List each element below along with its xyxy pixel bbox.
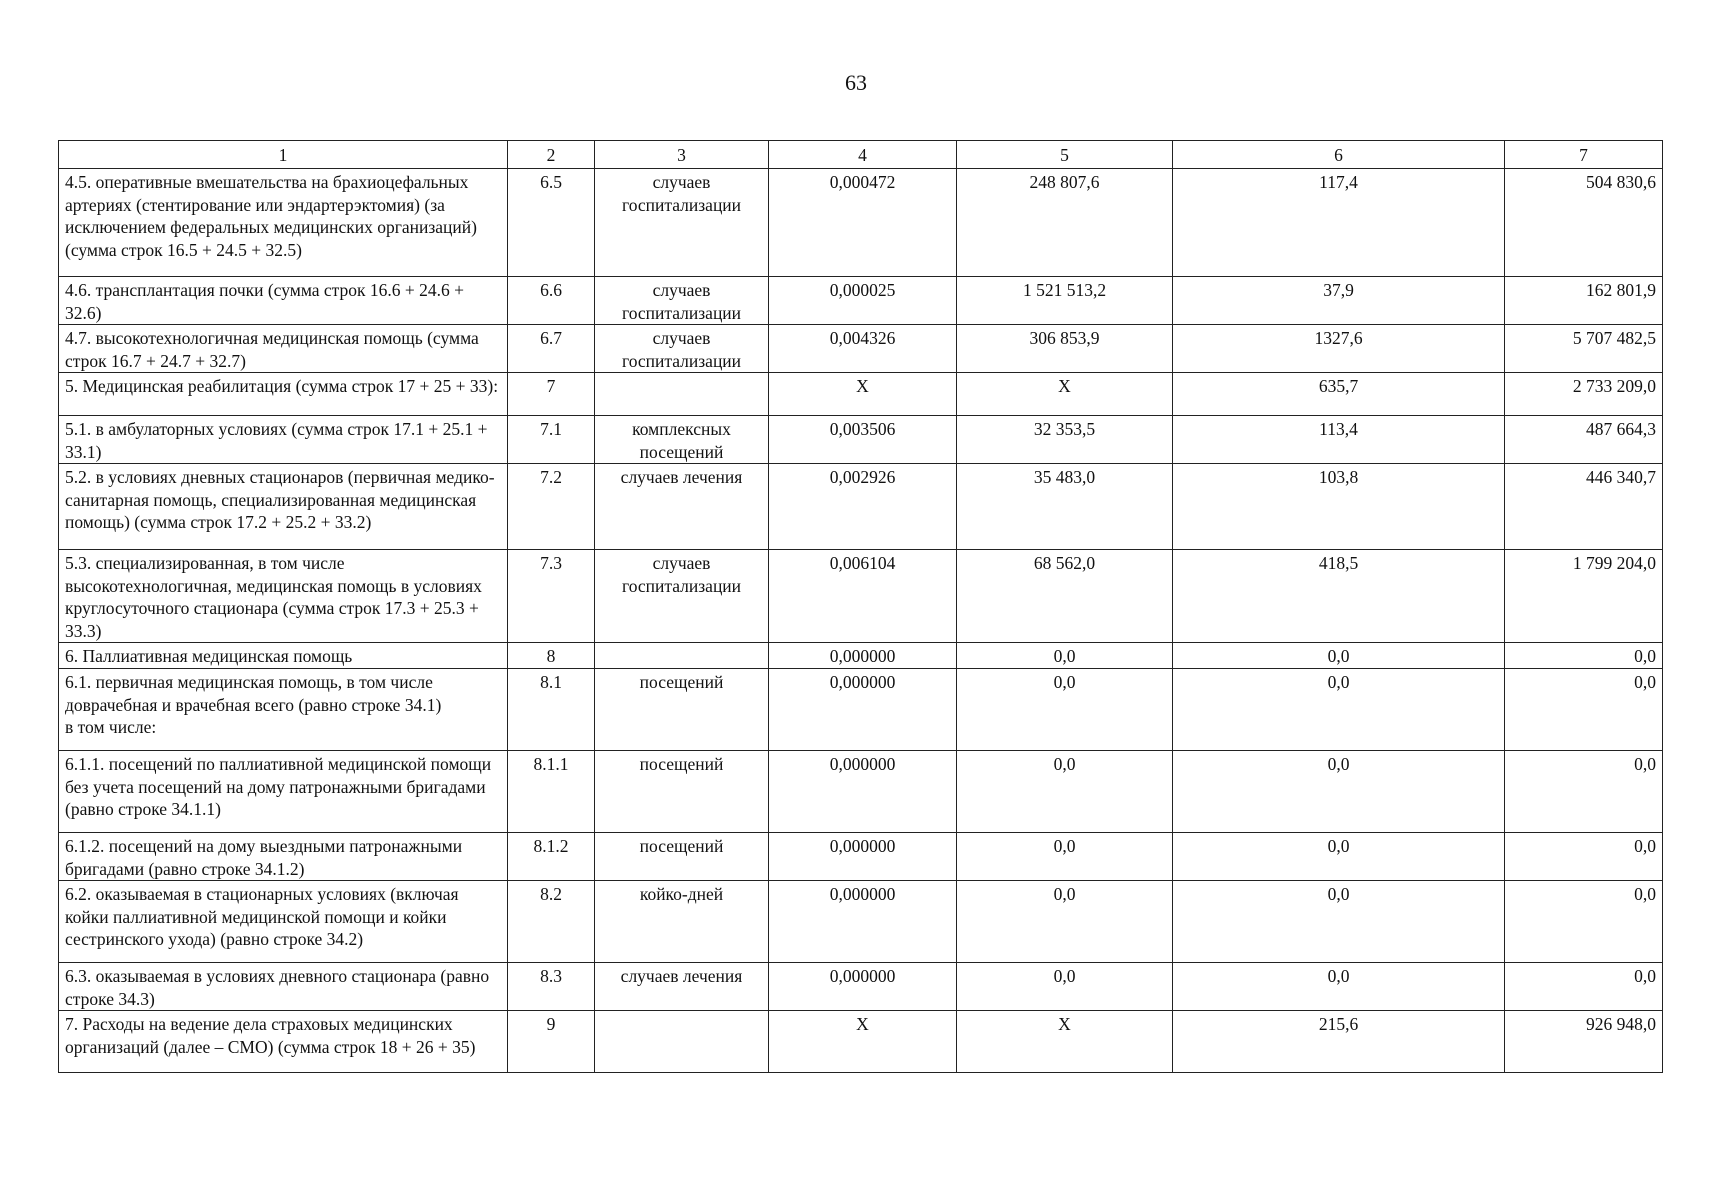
row-total-cell: 0,0 [1505, 751, 1663, 833]
row-total-cell: 504 830,6 [1505, 169, 1663, 277]
row-cost-cell: 1 521 513,2 [957, 277, 1173, 325]
row-per-capita-cell: 0,0 [1173, 833, 1505, 881]
row-name-cell: 5. Медицинская реабилитация (сумма строк 17 + 25 + 33): [59, 373, 508, 416]
row-unit-cell: случаев лечения [595, 963, 769, 1011]
row-name-cell: 4.7. высокотехнологичная медицинская помощь (сумма строк 16.7 + 24.7 + 32.7) [59, 325, 508, 373]
table-row [59, 325, 1663, 373]
row-total-cell: 2 733 209,0 [1505, 373, 1663, 416]
row-cost-cell: 32 353,5 [957, 416, 1173, 464]
row-total-cell: 487 664,3 [1505, 416, 1663, 464]
row-name-cell: 4.5. оперативные вмешательства на брахиоцефальных артериях (стентирование или эндартерэктомия) (за исключением федеральных медицинских организаций) (сумма строк 16.5 + 24.5 + 32.5) [59, 169, 508, 277]
row-unit-cell: койко-дней [595, 881, 769, 963]
row-norm-cell: 0,000000 [769, 751, 957, 833]
row-name-cell: 6.1.1. посещений по паллиативной медицинской помощи без учета посещений на дому патронажными бригадами (равно строке 34.1.1) [59, 751, 508, 833]
row-total-cell: 162 801,9 [1505, 277, 1663, 325]
row-unit-cell: комплексных посещений [595, 416, 769, 464]
row-per-capita-cell: 0,0 [1173, 963, 1505, 1011]
row-unit-cell [595, 1011, 769, 1073]
table-row [59, 1011, 1663, 1073]
row-line-number-cell: 7.2 [508, 464, 595, 550]
row-per-capita-cell: 37,9 [1173, 277, 1505, 325]
table-row [59, 881, 1663, 963]
row-per-capita-cell: 103,8 [1173, 464, 1505, 550]
row-line-number-cell: 8 [508, 643, 595, 669]
row-per-capita-cell: 635,7 [1173, 373, 1505, 416]
row-line-number-cell: 8.1.1 [508, 751, 595, 833]
row-unit-cell: случаев госпитализации [595, 325, 769, 373]
row-unit-cell: посещений [595, 669, 769, 751]
header-col-6: 6 [1173, 141, 1505, 169]
row-name-cell: 6.1. первичная медицинская помощь, в том числе доврачебная и врачебная всего (равно строке 34.1) в том числе: [59, 669, 508, 751]
row-norm-cell: 0,000000 [769, 963, 957, 1011]
row-unit-cell: случаев лечения [595, 464, 769, 550]
row-per-capita-cell: 117,4 [1173, 169, 1505, 277]
table-row [59, 277, 1663, 325]
header-col-5: 5 [957, 141, 1173, 169]
row-name-cell: 5.1. в амбулаторных условиях (сумма строк 17.1 + 25.1 + 33.1) [59, 416, 508, 464]
row-norm-cell: 0,003506 [769, 416, 957, 464]
header-col-1: 1 [59, 141, 508, 169]
row-name-cell: 5.3. специализированная, в том числе высокотехнологичная, медицинская помощь в условиях круглосуточного стационара (сумма строк 17.3 + 25.3 + 33.3) [59, 550, 508, 643]
row-total-cell: 0,0 [1505, 881, 1663, 963]
row-cost-cell: Х [957, 1011, 1173, 1073]
row-cost-cell: 0,0 [957, 963, 1173, 1011]
row-name-cell: 6. Паллиативная медицинская помощь [59, 643, 508, 669]
row-norm-cell: 0,000000 [769, 833, 957, 881]
row-cost-cell: 0,0 [957, 881, 1173, 963]
row-total-cell: 1 799 204,0 [1505, 550, 1663, 643]
table-row [59, 963, 1663, 1011]
row-cost-cell: 68 562,0 [957, 550, 1173, 643]
row-line-number-cell: 8.1 [508, 669, 595, 751]
row-total-cell: 0,0 [1505, 833, 1663, 881]
data-table [58, 140, 1663, 1073]
row-cost-cell: 248 807,6 [957, 169, 1173, 277]
row-cost-cell: Х [957, 373, 1173, 416]
row-per-capita-cell: 113,4 [1173, 416, 1505, 464]
table-row [59, 550, 1663, 643]
table-header [59, 141, 1663, 169]
row-line-number-cell: 7 [508, 373, 595, 416]
row-norm-cell: 0,000472 [769, 169, 957, 277]
row-norm-cell: 0,000000 [769, 881, 957, 963]
row-line-number-cell: 8.3 [508, 963, 595, 1011]
row-unit-cell: случаев госпитализации [595, 277, 769, 325]
row-unit-cell [595, 373, 769, 416]
row-name-cell: 5.2. в условиях дневных стационаров (первичная медико-санитарная помощь, специализированная медицинская помощь) (сумма строк 17.2 + 25.2 + 33.2) [59, 464, 508, 550]
table-row [59, 464, 1663, 550]
row-cost-cell: 0,0 [957, 643, 1173, 669]
row-norm-cell: 0,000000 [769, 669, 957, 751]
row-norm-cell: Х [769, 373, 957, 416]
row-unit-cell: посещений [595, 751, 769, 833]
row-line-number-cell: 6.7 [508, 325, 595, 373]
row-norm-cell: Х [769, 1011, 957, 1073]
row-total-cell: 0,0 [1505, 669, 1663, 751]
row-line-number-cell: 6.6 [508, 277, 595, 325]
row-name-cell: 6.3. оказываемая в условиях дневного стационара (равно строке 34.3) [59, 963, 508, 1011]
row-unit-cell: случаев госпитализации [595, 550, 769, 643]
row-cost-cell: 35 483,0 [957, 464, 1173, 550]
row-name-cell: 6.1.2. посещений на дому выездными патронажными бригадами (равно строке 34.1.2) [59, 833, 508, 881]
table-row [59, 669, 1663, 751]
row-line-number-cell: 8.1.2 [508, 833, 595, 881]
header-col-4: 4 [769, 141, 957, 169]
row-per-capita-cell: 1327,6 [1173, 325, 1505, 373]
table-body [59, 169, 1663, 1073]
table-row [59, 169, 1663, 277]
row-line-number-cell: 7.3 [508, 550, 595, 643]
header-col-7: 7 [1505, 141, 1663, 169]
row-name-cell: 4.6. трансплантация почки (сумма строк 16.6 + 24.6 + 32.6) [59, 277, 508, 325]
row-norm-cell: 0,000000 [769, 643, 957, 669]
table-row [59, 643, 1663, 669]
row-total-cell: 0,0 [1505, 643, 1663, 669]
row-per-capita-cell: 215,6 [1173, 1011, 1505, 1073]
row-line-number-cell: 9 [508, 1011, 595, 1073]
row-norm-cell: 0,000025 [769, 277, 957, 325]
row-name-cell: 6.2. оказываемая в стационарных условиях (включая койки паллиативной медицинской помощи и койки сестринского ухода) (равно строке 34.2) [59, 881, 508, 963]
row-per-capita-cell: 0,0 [1173, 881, 1505, 963]
table-row [59, 751, 1663, 833]
header-col-3: 3 [595, 141, 769, 169]
row-norm-cell: 0,004326 [769, 325, 957, 373]
row-cost-cell: 0,0 [957, 751, 1173, 833]
row-name-cell: 7. Расходы на ведение дела страховых медицинских организаций (далее – СМО) (сумма строк 18 + 26 + 35) [59, 1011, 508, 1073]
row-unit-cell: посещений [595, 833, 769, 881]
header-col-2: 2 [508, 141, 595, 169]
row-line-number-cell: 8.2 [508, 881, 595, 963]
row-per-capita-cell: 418,5 [1173, 550, 1505, 643]
row-per-capita-cell: 0,0 [1173, 669, 1505, 751]
row-cost-cell: 0,0 [957, 833, 1173, 881]
row-cost-cell: 0,0 [957, 669, 1173, 751]
row-per-capita-cell: 0,0 [1173, 751, 1505, 833]
table-row [59, 833, 1663, 881]
page-number: 63 [845, 70, 867, 95]
row-cost-cell: 306 853,9 [957, 325, 1173, 373]
row-per-capita-cell: 0,0 [1173, 643, 1505, 669]
table-row [59, 416, 1663, 464]
row-norm-cell: 0,006104 [769, 550, 957, 643]
row-total-cell: 926 948,0 [1505, 1011, 1663, 1073]
table-row [59, 373, 1663, 416]
row-line-number-cell: 6.5 [508, 169, 595, 277]
row-unit-cell: случаев госпитализации [595, 169, 769, 277]
row-total-cell: 5 707 482,5 [1505, 325, 1663, 373]
row-line-number-cell: 7.1 [508, 416, 595, 464]
row-total-cell: 0,0 [1505, 963, 1663, 1011]
row-total-cell: 446 340,7 [1505, 464, 1663, 550]
row-unit-cell [595, 643, 769, 669]
row-norm-cell: 0,002926 [769, 464, 957, 550]
header-row [59, 141, 1663, 169]
